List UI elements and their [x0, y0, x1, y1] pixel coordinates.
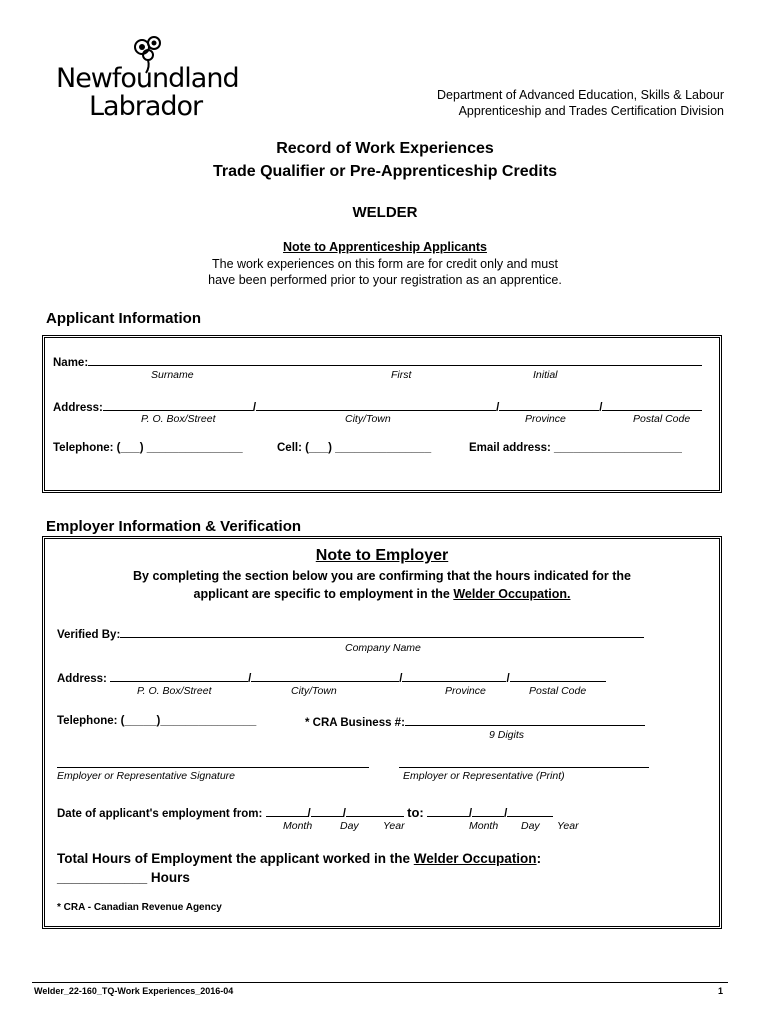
total-hours-text: Total Hours of Employment the applicant worked in the [57, 851, 414, 866]
to-year-sub: Year [557, 820, 579, 832]
to-month-field[interactable] [427, 806, 469, 817]
signature-line[interactable] [57, 767, 369, 768]
footer-filename: Welder_22-160_TQ-Work Experiences_2016-04 [34, 986, 234, 996]
from-month-sub: Month [283, 820, 313, 832]
trade-name: WELDER [352, 204, 418, 221]
employer-box-field[interactable] [110, 671, 248, 682]
employer-note-heading: Note to Employer [315, 547, 449, 564]
employer-postal-sub: Postal Code [529, 685, 587, 697]
page-number: 1 [718, 986, 724, 996]
box-sub: P. O. Box/Street [141, 413, 216, 425]
email-field[interactable]: Email address: ____________________ [469, 442, 682, 454]
department-line1: Department of Advanced Education, Skills & Labour [437, 88, 724, 102]
employer-box [42, 536, 722, 929]
form-title: Record of Work Experiences [276, 140, 494, 157]
applicant-heading: Applicant Information [46, 310, 201, 327]
form-subtitle: Trade Qualifier or Pre-Apprenticeship Credits [212, 163, 558, 180]
logo-line2: Labrador [89, 91, 203, 122]
employer-note-line2-text: applicant are specific to employment in the [193, 587, 454, 601]
employer-address-label: Address: [57, 673, 107, 685]
company-sub: Company Name [345, 642, 421, 654]
from-day-sub: Day [340, 820, 359, 832]
name-row [53, 355, 702, 369]
cell-field[interactable]: Cell: (___) _______________ [277, 442, 432, 454]
date-row: Date of applicant's employment from: / / to: / / [57, 805, 553, 820]
name-label: Name: [53, 357, 89, 369]
box-field[interactable] [103, 400, 253, 411]
footer-divider [32, 982, 728, 983]
cra-row [305, 715, 645, 729]
surname-sub: Surname [151, 369, 194, 381]
to-day-field[interactable] [472, 806, 504, 817]
cra-note: * CRA - Canadian Revenue Agency [57, 902, 222, 913]
province-sub: Province [525, 413, 566, 425]
employer-province-field[interactable] [402, 671, 506, 682]
province-field[interactable] [499, 400, 599, 411]
to-year-field[interactable] [507, 806, 553, 817]
total-hours-colon: : [536, 851, 542, 866]
address-label: Address: [53, 402, 103, 414]
employer-heading: Employer Information & Verification [46, 518, 302, 535]
cra-label: * CRA Business #: [305, 717, 405, 729]
telephone-field[interactable]: Telephone: (___) _______________ [53, 442, 243, 454]
initial-sub: Initial [533, 369, 558, 381]
verified-label: Verified By: [57, 629, 121, 641]
from-year-field[interactable] [346, 806, 404, 817]
employer-province-sub: Province [445, 685, 486, 697]
print-sub: Employer or Representative (Print) [403, 770, 565, 782]
logo-line1: Newfoundland [56, 63, 239, 94]
verified-row [57, 627, 644, 641]
address-row: Address: / / / [53, 400, 702, 414]
employer-city-sub: City/Town [291, 685, 337, 697]
verified-field[interactable] [120, 627, 644, 638]
signature-sub: Employer or Representative Signature [57, 770, 236, 782]
to-month-sub: Month [469, 820, 499, 832]
date-label: Date of applicant's employment from: [57, 808, 263, 820]
department-header [437, 87, 724, 119]
from-day-field[interactable] [311, 806, 343, 817]
to-day-sub: Day [521, 820, 540, 832]
total-hours-link: Welder Occupation [413, 851, 537, 866]
employer-address-row: Address: / / / [57, 671, 606, 685]
employer-box-sub: P. O. Box/Street [137, 685, 212, 697]
cra-field[interactable] [405, 715, 645, 726]
postal-field[interactable] [602, 400, 702, 411]
total-hours-row [57, 851, 541, 866]
print-line[interactable] [399, 767, 649, 768]
postal-sub: Postal Code [633, 413, 691, 425]
hours-field[interactable]: ____________ Hours [57, 870, 190, 885]
to-label: to: [407, 805, 424, 820]
from-year-sub: Year [383, 820, 405, 832]
logo [52, 35, 242, 125]
department-line2: Apprenticeship and Trades Certification Division [458, 104, 724, 118]
note-heading: Note to Apprenticeship Applicants [283, 240, 487, 254]
employer-postal-field[interactable] [510, 671, 606, 682]
applicant-box [42, 335, 722, 493]
note-line2: have been performed prior to your registration as an apprentice. [208, 273, 562, 287]
first-sub: First [391, 369, 412, 381]
employer-city-field[interactable] [251, 671, 399, 682]
name-field[interactable] [88, 355, 702, 366]
city-field[interactable] [256, 400, 496, 411]
from-month-field[interactable] [266, 806, 308, 817]
employer-note-line1: By completing the section below you are confirming that the hours indicated for the [133, 569, 631, 583]
welder-occupation-link: Welder Occupation. [453, 587, 571, 601]
employer-telephone-field[interactable]: Telephone: (_____)_______________ [57, 715, 257, 727]
note-body [0, 256, 770, 288]
note-line1: The work experiences on this form are for credit only and must [212, 257, 558, 271]
digits-sub: 9 Digits [489, 729, 525, 741]
city-sub: City/Town [345, 413, 391, 425]
employer-note-line2 [45, 587, 719, 601]
